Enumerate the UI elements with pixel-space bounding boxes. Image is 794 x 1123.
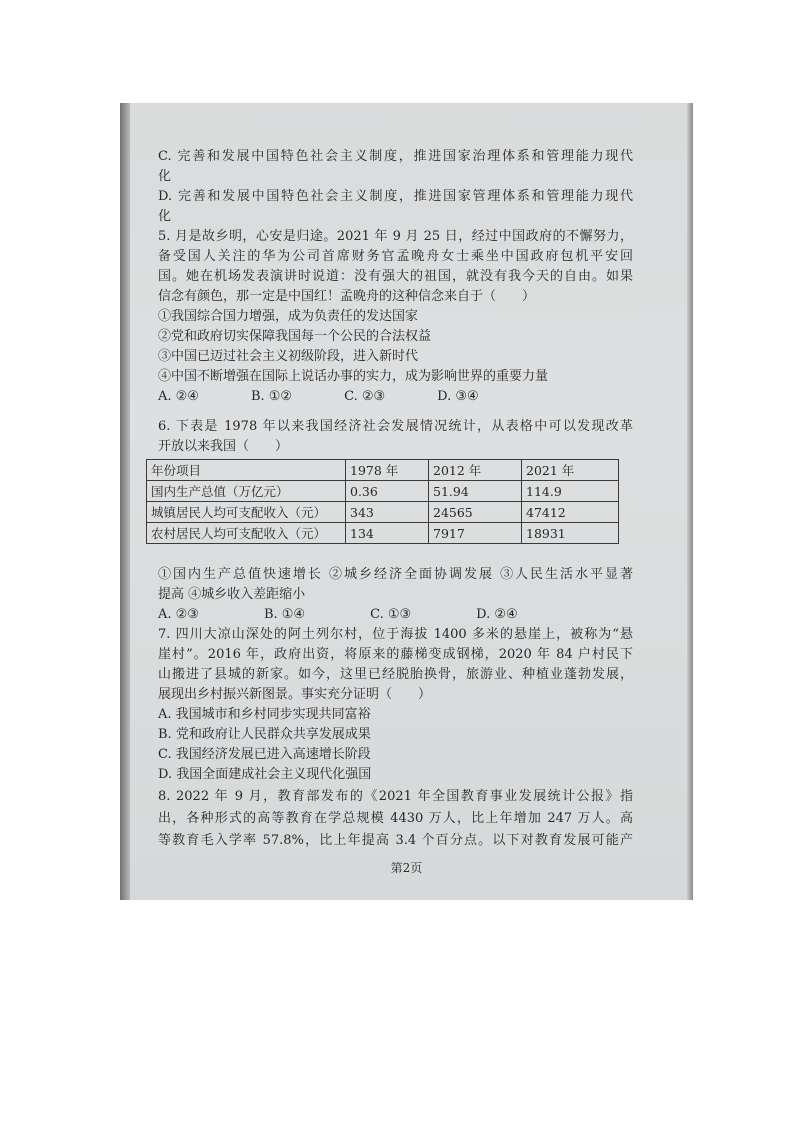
table-header-cell: 年份项目 (147, 460, 346, 481)
option-line: 提高 ④城乡收入差距缩小 (158, 587, 306, 602)
table-cell: 51.94 (429, 481, 522, 502)
table-row (147, 481, 619, 502)
table-cell: 134 (346, 523, 429, 544)
table-cell: 0.36 (346, 481, 429, 502)
text-line: 7. 四川大凉山深处的阿土列尔村，位于海拔 1400 多米的悬崖上，被称为“悬 (158, 627, 633, 642)
text-line: 出，各种形式的高等教育在学总规模 4430 万人，比上年增加 247 万人。高 (158, 811, 633, 826)
table-header-cell: 2021 年 (522, 460, 619, 481)
photographed-page (120, 103, 693, 900)
text-line: 崖村”。2016 年，政府出资，将原来的藤梯变成钢梯，2020 年 84 户村民下 (158, 647, 633, 662)
option-line: C. 我国经济发展已进入高速增长阶段 (158, 747, 371, 762)
text-line: 山搬进了县城的新家。如今，这里已经脱胎换骨，旅游业、种植业蓬勃发展， (158, 667, 633, 682)
text-line: 展现出乡村振兴新图景。事实充分证明（ ） (158, 687, 432, 702)
stats-table (146, 459, 619, 544)
table-cell: 农村居民人均可支配收入（元） (147, 523, 346, 544)
text-line: 备受国人关注的华为公司首席财务官孟晚舟女士乘坐中国政府包机平安回 (158, 249, 633, 264)
table-row (147, 502, 619, 523)
option-line: ③中国已迈过社会主义初级阶段，进入新时代 (158, 349, 419, 364)
text-line: 国。她在机场发表演讲时说道：没有强大的祖国，就没有我今天的自由。如果 (158, 269, 633, 284)
table-header-cell: 1978 年 (346, 460, 429, 481)
page-number: 第2页 (390, 861, 423, 875)
table-header-row (147, 460, 619, 481)
table-cell: 343 (346, 502, 429, 523)
option-line: ①国内生产总值快速增长 ②城乡经济全面协调发展 ③人民生活水平显著 (158, 567, 633, 582)
answer-choices: A. ②③ B. ①④ C. ①③ D. ②④ (158, 607, 518, 622)
text-line: 等教育毛入学率 57.8%，比上年提高 3.4 个百分点。以下对教育发展可能产 (158, 833, 633, 848)
option-line: ②党和政府切实保障我国每一个公民的合法权益 (158, 329, 432, 344)
option-line: ④中国不断增强在国际上说话办事的实力，成为影响世界的重要力量 (158, 369, 549, 384)
table-cell: 114.9 (522, 481, 619, 502)
table-cell: 24565 (429, 502, 522, 523)
text-line: D. 完善和发展中国特色社会主义制度，推进国家管理体系和管理能力现代 (158, 189, 633, 204)
table-cell: 国内生产总值（万亿元） (147, 481, 346, 502)
table-header-cell: 2012 年 (429, 460, 522, 481)
text-line: 8. 2022 年 9 月，教育部发布的《2021 年全国教育事业发展统计公报》指 (158, 789, 633, 804)
option-line: D. 我国全面建成社会主义现代化强国 (158, 767, 372, 782)
text-line: 6. 下表是 1978 年以来我国经济社会发展情况统计，从表格中可以发现改革 (158, 419, 633, 434)
option-line: B. 党和政府让人民群众共享发展成果 (158, 727, 371, 742)
text-line: 5. 月是故乡明，心安是归途。2021 年 9 月 25 日，经过中国政府的不懈努力， (158, 229, 633, 244)
option-line: ①我国综合国力增强，成为负责任的发达国家 (158, 309, 419, 324)
table-cell: 47412 (522, 502, 619, 523)
table-row (147, 523, 619, 544)
text-line: 开放以来我国（ ） (158, 439, 289, 454)
table-cell: 18931 (522, 523, 619, 544)
answer-choices: A. ②④ B. ①② C. ②③ D. ③④ (158, 389, 479, 404)
text-line: 化 (158, 209, 172, 224)
table-cell: 7917 (429, 523, 522, 544)
text-line: 信念有颜色，那一定是中国红！孟晚舟的这种信念来自于（ ） (158, 289, 536, 304)
option-line: A. 我国城市和乡村同步实现共同富裕 (158, 707, 371, 722)
table-cell: 城镇居民人均可支配收入（元） (147, 502, 346, 523)
text-line: 化 (158, 169, 172, 184)
text-line: C. 完善和发展中国特色社会主义制度，推进国家治理体系和管理能力现代 (158, 149, 633, 164)
